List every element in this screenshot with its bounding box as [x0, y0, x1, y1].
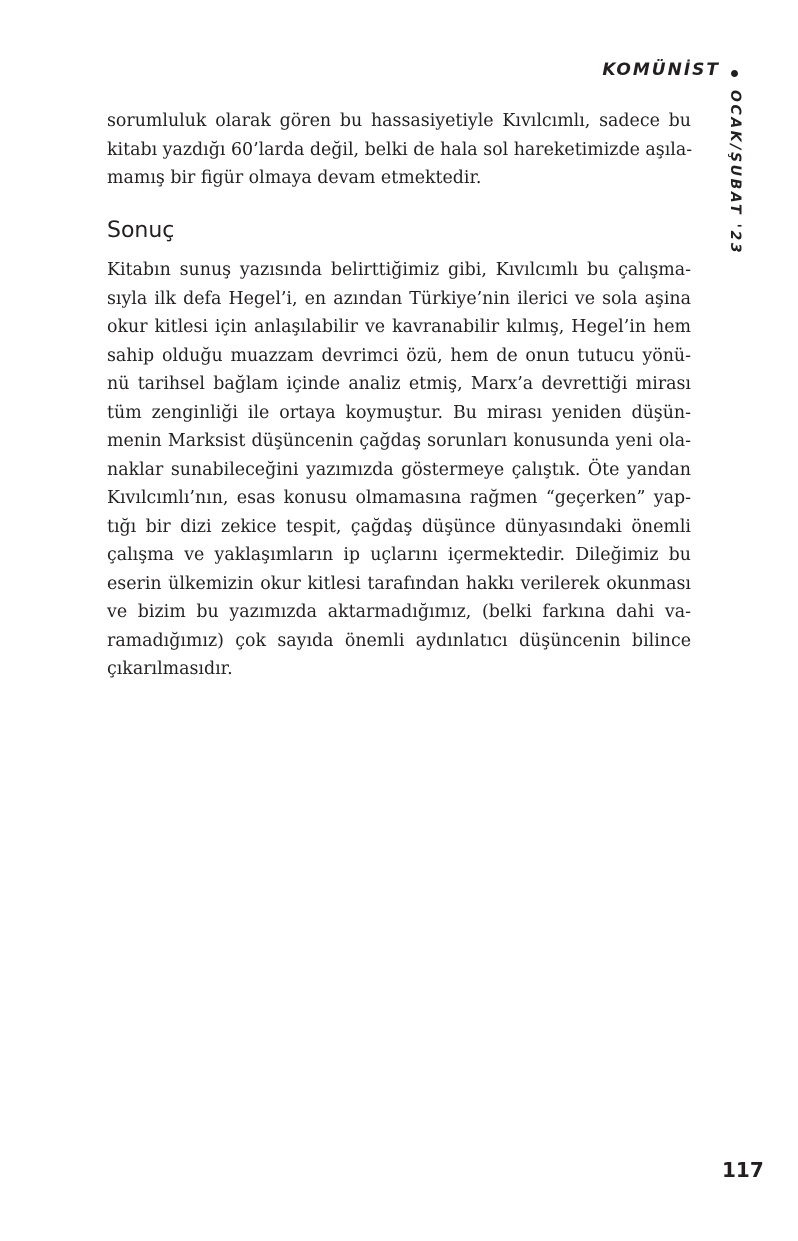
- text-line: ramadığımız) çok sayıda önemli aydınlatıcı düşüncenin bilince: [107, 630, 691, 651]
- magazine-title: KOMÜNİST: [602, 60, 720, 80]
- text-line: naklar sunabileceğini yazımızda göstermeye çalıştık. Öte yandan: [107, 459, 691, 480]
- section-heading: Sonuç: [107, 218, 175, 243]
- text-line: sahip olduğu muazzam devrimci özü, hem de onun tutucu yönü-: [107, 345, 691, 366]
- text-line: okur kitlesi için anlaşılabilir ve kavranabilir kılmış, Hegel’in hem: [107, 317, 691, 337]
- body-paragraph: [107, 256, 691, 684]
- text-line: tığı bir dizi zekice tespit, çağdaş düşünce dünyasındaki önemli: [107, 516, 691, 537]
- text-line: nü tarihsel bağlam içinde analiz etmiş, Marx’a devrettiği mirası: [107, 374, 691, 394]
- page-number: 117: [722, 1158, 764, 1182]
- text-line: çalışma ve yaklaşımların ip uçlarını içermektedir. Dileğimiz bu: [107, 545, 691, 565]
- text-line: kitabı yazdığı 60’larda değil, belki de hala sol hareketimizde aşıla-: [107, 139, 693, 160]
- text-line: sıyla ilk defa Hegel’i, en azından Türkiye’nin ilerici ve sola aşina: [107, 288, 691, 309]
- text-line: tüm zenginliği ile ortaya koymuştur. Bu mirası yeniden düşün-: [107, 402, 691, 423]
- text-line: sorumluluk olarak gören bu hassasiyetiyle Kıvılcımlı, sadece bu: [107, 111, 691, 131]
- issue-date: OCAK/ŞUBAT '23: [727, 90, 743, 256]
- text-line: ve bizim bu yazımızda aktarmadığımız, (belki farkına dahi va-: [107, 602, 691, 622]
- text-line: menin Marksist düşüncenin çağdaş sorunları konusunda yeni ola-: [107, 431, 691, 451]
- text-line: Kıvılcımlı’nın, esas konusu olmamasına rağmen “geçerken” yap-: [107, 488, 691, 508]
- text-line: Kitabın sunuş yazısında belirttiğimiz gibi, Kıvılcımlı bu çalışma-: [107, 260, 691, 280]
- text-line: mamış bir figür olmaya devam etmektedir.: [107, 168, 482, 188]
- intro-paragraph: [107, 107, 691, 193]
- bullet-dot: [731, 70, 738, 77]
- text-line: eserin ülkemizin okur kitlesi tarafından hakkı verilerek okunması: [107, 573, 691, 594]
- text-line: çıkarılmasıdır.: [107, 659, 233, 679]
